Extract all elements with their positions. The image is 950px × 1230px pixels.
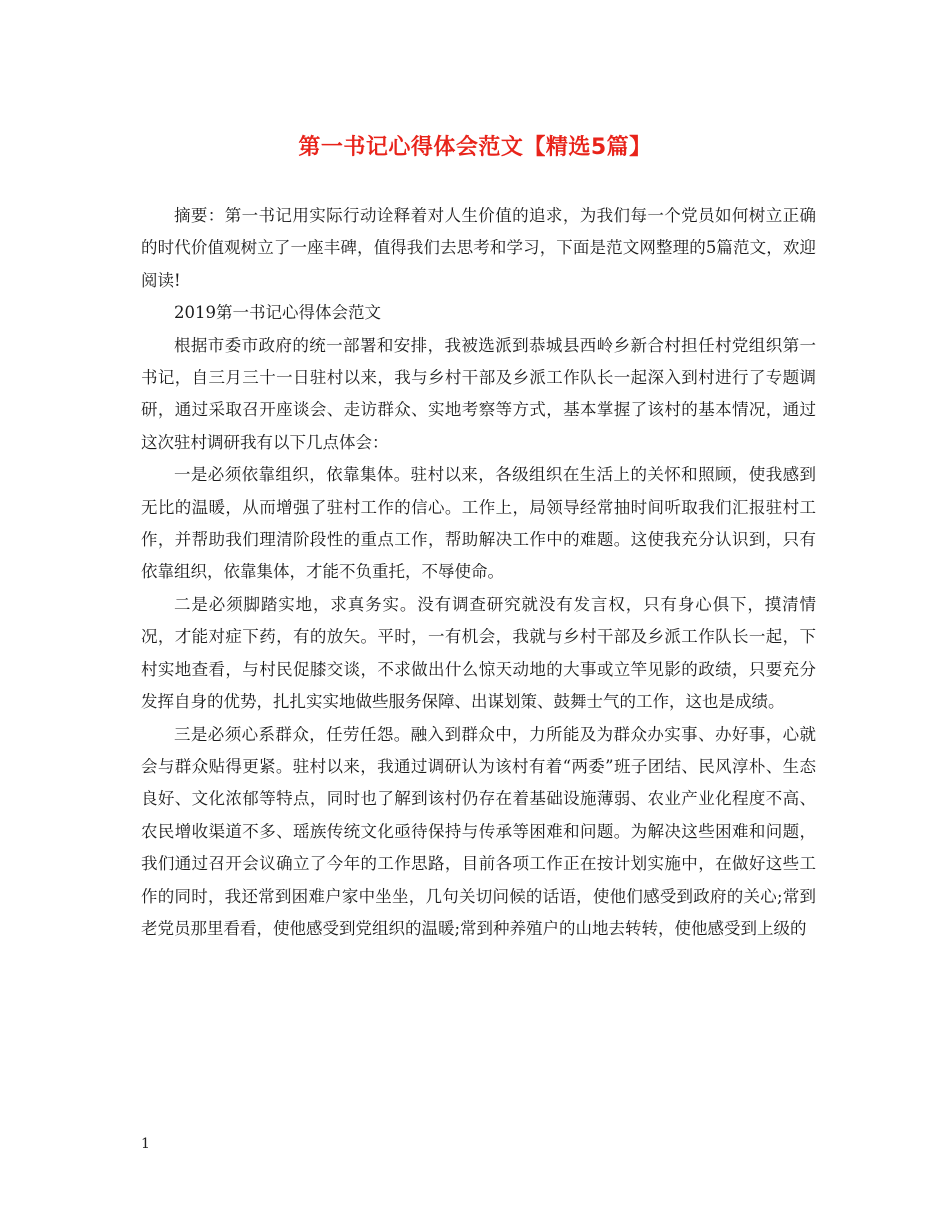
page-number: 1 (141, 1136, 150, 1152)
paragraph: 二是必须脚踏实地，求真务实。没有调查研究就没有发言权，只有身心俱下，摸清情况，才能对症下药，有的放矢。平时，一有机会，我就与乡村干部及乡派工作队长一起，下村实地查看，与村民促膝交谈，不求做出什么惊天动地的大事或立竿见影的政绩，只要充分发挥自身的优势，扎扎实实地做些服务保障、出谋划策、鼓舞士气的工作，这也是成绩。 (141, 594, 816, 712)
paragraph: 根据市委市政府的统一部署和安排，我被选派到恭城县西岭乡新合村担任村党组织第一书记，自三月三十一日驻村以来，我与乡村干部及乡派工作队长一起深入到村进行了专题调研，通过采取召开座谈会、走访群众、实地考察等方式，基本掌握了该村的基本情况，通过这次驻村调研我有以下几点体会： (141, 335, 816, 452)
paragraph-subtitle: 2019第一书记心得体会范文 (174, 303, 381, 323)
paragraph-abstract: 摘要：第一书记用实际行动诠释着对人生价值的追求，为我们每一个党员如何树立正确的时代价值观树立了一座丰碑，值得我们去思考和学习，下面是范文网整理的5篇范文，欢迎阅读! (141, 206, 816, 290)
document-title: 第一书记心得体会范文【精选5篇】 (298, 135, 652, 160)
paragraph: 三是必须心系群众，任劳任怨。融入到群众中，力所能及为群众办实事、办好事，心就会与群众贴得更紧。驻村以来，我通过调研认为该村有着“两委”班子团结、民风淳朴、生态良好、文化浓郁等特点，同时也了解到该村仍存在着基础设施薄弱、农业产业化程度不高、农民增收渠道不多、瑶族传统文化亟待保持与传承等困难和问题。为解决这些困难和问题，我们通过召开会议确立了今年的工作思路，目前各项工作正在按计划实施中，在做好这些工作的同时，我还常到困难户家中坐坐，几句关切问候的话语，使他们感受到政府的关心;常到老党员那里看看，使他感受到党组织的温暖;常到种养殖户的山地去转转，使他感受到上级的 (141, 724, 816, 938)
document-body (141, 200, 816, 945)
paragraph: 一是必须依靠组织，依靠集体。驻村以来，各级组织在生活上的关怀和照顾，使我感到无比的温暖，从而增强了驻村工作的信心。工作上，局领导经常抽时间听取我们汇报驻村工作，并帮助我们理清阶段性的重点工作，帮助解决工作中的难题。这使我充分认识到，只有依靠组织，依靠集体，才能不负重托，不辱使命。 (141, 465, 816, 582)
